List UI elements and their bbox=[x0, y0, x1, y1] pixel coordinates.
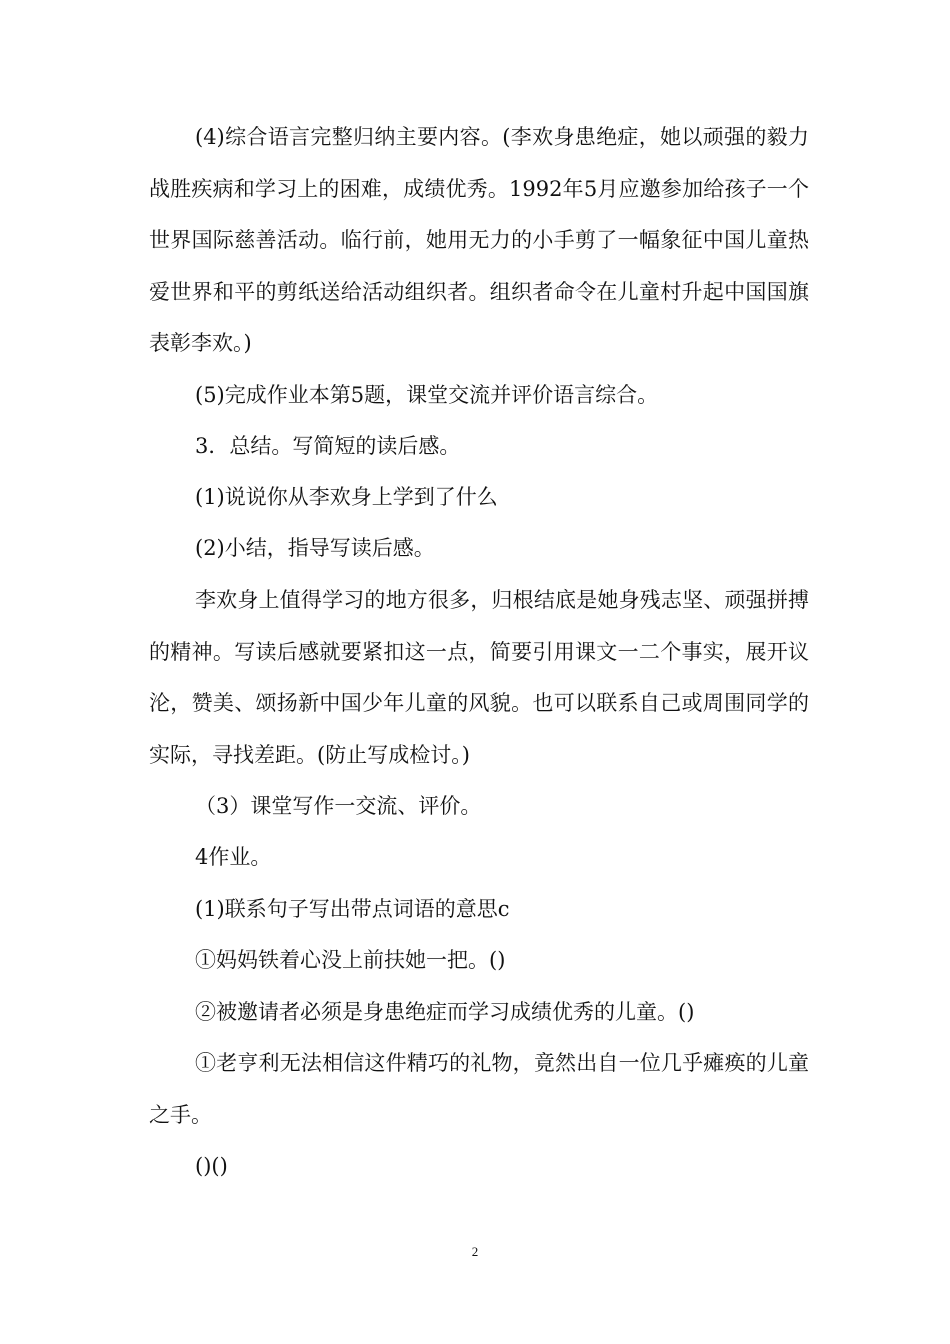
paragraph-learned: (1)说说你从李欢身上学到了什么 bbox=[195, 485, 498, 509]
paragraph-guidance: (2)小结，指导写读后感。 bbox=[195, 536, 435, 560]
paragraph-sentence-2: ②被邀请者必须是身患绝症而学习成绩优秀的儿童。() bbox=[195, 1000, 695, 1024]
paragraph-reflection: 李欢身上值得学习的地方很多，归根结底是她身残志坚、顽强拼搏的精神。写读后感就要紧扣这一点，简要引用课文一二个事实，展开议沦，赞美、颂扬新中国少年儿童的风貌。也可以联系自己或周围同学的实际，寻找差距。(防止写成检讨。) bbox=[149, 588, 809, 767]
paragraph-homework-1: (1)联系句子写出带点词语的意思c bbox=[195, 897, 510, 921]
paragraph-summary: (4)综合语言完整归纳主要内容。(李欢身患绝症，她以顽强的毅力战胜疾病和学习上的困难，成绩优秀。1992年5月应邀参加给孩子一个世界国际慈善活动。临行前，她用无力的小手剪了一幅象征中国儿童热爱世界和平的剪纸送给活动组织者。组织者命令在儿童村升起中国国旗表彰李欢。) bbox=[149, 125, 809, 355]
paragraph-sentence-1: ①妈妈铁着心没上前扶她一把。() bbox=[195, 948, 506, 972]
paragraph-classroom-writing: （3）课堂写作一交流、评价。 bbox=[195, 794, 482, 818]
paragraph-homework-heading: 4作业。 bbox=[195, 845, 272, 869]
page-number: 2 bbox=[471, 1244, 479, 1259]
paragraph-sentence-3: ①老亨利无法相信这件精巧的礼物，竟然出自一位几乎瘫痪的儿童之手。 bbox=[149, 1051, 809, 1127]
paragraph-conclusion: 3．总结。写简短的读后感。 bbox=[195, 434, 461, 458]
paragraph-blanks: ()() bbox=[195, 1154, 228, 1178]
paragraph-homework-5: (5)完成作业本第5题，课堂交流并评价语言综合。 bbox=[195, 383, 659, 407]
